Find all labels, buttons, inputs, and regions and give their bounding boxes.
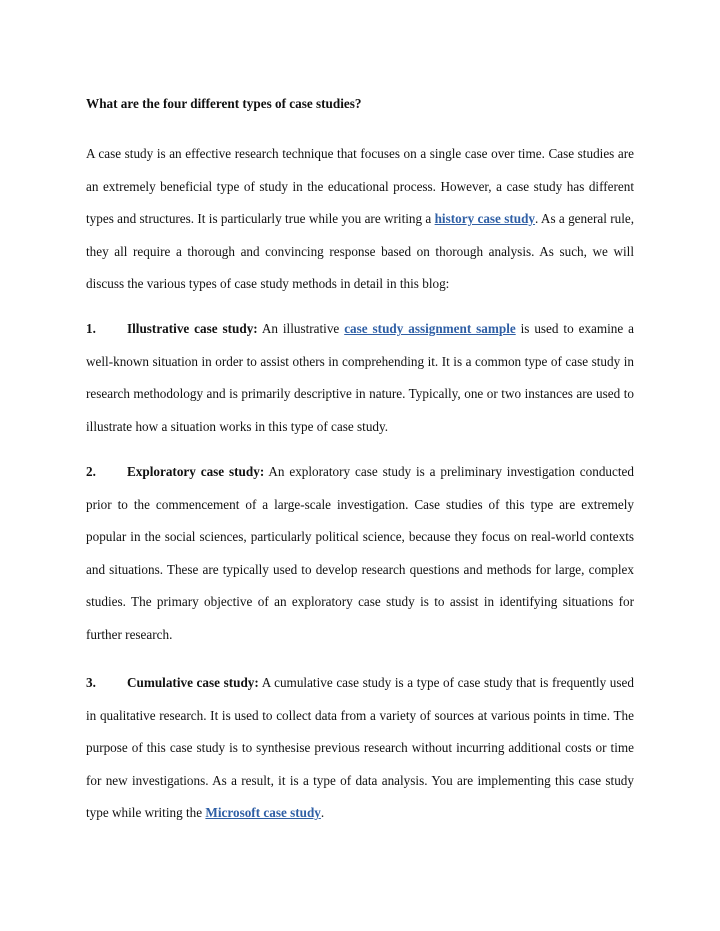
list-item-text: An exploratory case study is a preliminary investigation conducted prior to the commencement of a large-scale investigation. Case studies of this type are extremely popular in the social sciences, particularly political science, because they focus on real-world contexts and situations. These are typically used to develop research questions and methods for large, complex studies. The primary objective of an exploratory case study is to assist in identifying situations for further research. — [86, 464, 634, 642]
list-item-number: 3. — [86, 675, 96, 690]
list-item-illustrative — [86, 313, 634, 443]
intro-text-after-link: . As a general rule, they all require a thorough and convincing response based on thorough analysis. As such, we will discuss the various types of case study methods in detail in this blog: — [86, 211, 635, 292]
list-item-term: Exploratory case study: — [127, 464, 265, 479]
list-item-exploratory — [86, 456, 634, 652]
intro-paragraph — [86, 138, 634, 301]
list-item-cumulative — [86, 667, 634, 830]
intro-text-before-link: A case study is an effective research technique that focuses on a single case over time. Case studies are an extremely beneficial type of study in the educational process. However, a case study has different types and structures. It is particularly true while you are writing a — [86, 146, 634, 227]
list-item-text-after-link: is used to examine a well-known situation in order to assist others in comprehending it. It is a common type of case study in research methodology and is primarily descriptive in nature. Typically, one or two instances are used to illustrate how a situation works in this type of case study. — [86, 321, 634, 434]
list-item-term: Illustrative case study: — [127, 321, 258, 336]
list-item-number: 1. — [86, 321, 96, 336]
case-study-assignment-sample-link[interactable]: case study assignment sample — [344, 321, 516, 336]
list-item-text-before-link: An illustrative — [257, 321, 345, 336]
list-item-number: 2. — [86, 464, 96, 479]
list-item-text-after-link: . — [320, 805, 325, 821]
list-item-text-before-link: A cumulative case study is a type of case study that is frequently used in qualitative research. It is used to collect data from a variety of sources at various points in time. The purpose of this case study is to synthesise previous research without incurring additional costs or time for new investigations. As a result, it is a type of data analysis. You are implementing this case study type while writing the — [86, 675, 634, 821]
microsoft-case-study-link[interactable]: Microsoft case study — [205, 805, 321, 821]
list-item-term: Cumulative case study: — [127, 675, 259, 690]
page-title: What are the four different types of case studies? — [86, 96, 362, 111]
history-case-study-link[interactable]: history case study — [434, 211, 536, 227]
